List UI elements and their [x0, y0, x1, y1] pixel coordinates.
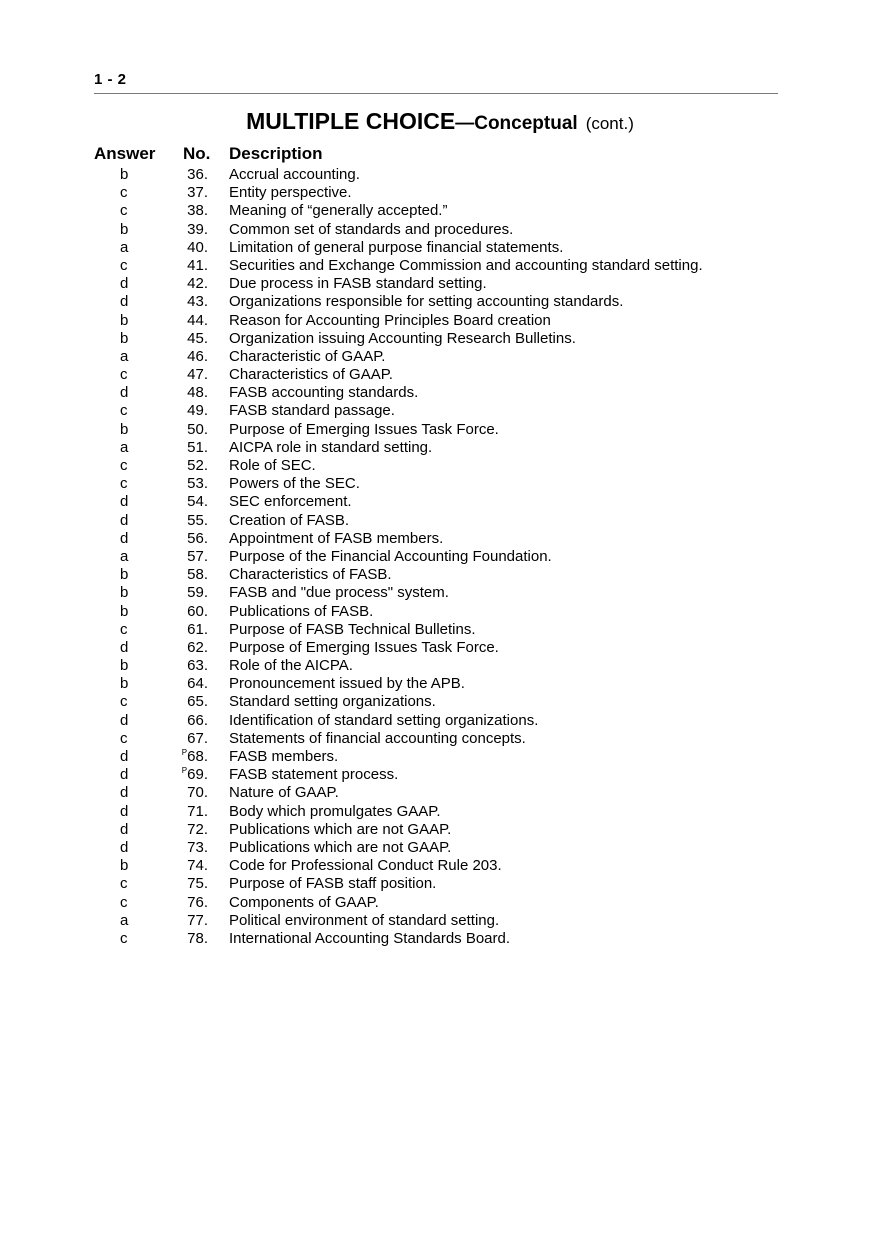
- question-number: 41.: [187, 256, 208, 274]
- number-cell: [160, 875, 208, 893]
- question-number: 62.: [187, 638, 208, 656]
- description-cell: FASB standard passage.: [229, 402, 395, 420]
- number-cell: [160, 693, 208, 711]
- number-cell: [160, 366, 208, 384]
- title-continued: (cont.): [585, 114, 634, 133]
- description-cell: Role of the AICPA.: [229, 657, 353, 675]
- question-row: [0, 639, 880, 657]
- question-number: 58.: [187, 566, 208, 584]
- answer-cell: b: [120, 857, 129, 875]
- description-cell: Purpose of Emerging Issues Task Force.: [229, 420, 499, 438]
- number-cell: [160, 839, 208, 857]
- number-cell: [160, 166, 208, 184]
- number-cell: [160, 584, 208, 602]
- answer-cell: b: [120, 675, 129, 693]
- question-row: [0, 257, 880, 275]
- description-cell: Meaning of “generally accepted.”: [229, 202, 448, 220]
- question-row: [0, 693, 880, 711]
- question-row: [0, 184, 880, 202]
- question-row: [0, 312, 880, 330]
- answer-cell: b: [120, 584, 129, 602]
- question-row: [0, 875, 880, 893]
- number-cell: [160, 257, 208, 275]
- column-header-answer: Answer: [94, 144, 156, 163]
- question-row: [0, 748, 880, 766]
- description-cell: Code for Professional Conduct Rule 203.: [229, 857, 502, 875]
- number-cell: [160, 348, 208, 366]
- question-number: 48.: [187, 384, 208, 402]
- number-cell: [160, 566, 208, 584]
- number-cell: [160, 475, 208, 493]
- answer-cell: b: [120, 602, 129, 620]
- description-cell: Entity perspective.: [229, 184, 352, 202]
- question-row: [0, 512, 880, 530]
- description-cell: Characteristics of FASB.: [229, 566, 392, 584]
- answer-cell: d: [120, 275, 129, 293]
- question-row: [0, 384, 880, 402]
- page-number: 1 - 2: [94, 71, 127, 88]
- answer-cell: a: [120, 438, 129, 456]
- question-number: 49.: [187, 402, 208, 420]
- answer-cell: c: [120, 620, 128, 638]
- number-cell: [160, 639, 208, 657]
- description-cell: Identification of standard setting organizations.: [229, 711, 539, 729]
- description-cell: Pronouncement issued by the APB.: [229, 675, 465, 693]
- question-number: 59.: [187, 584, 208, 602]
- title-sub: —Conceptual: [455, 113, 578, 134]
- question-row: [0, 857, 880, 875]
- question-number: 78.: [187, 929, 208, 947]
- answer-cell: c: [120, 457, 128, 474]
- answer-cell: b: [120, 166, 129, 183]
- question-row: [0, 821, 880, 839]
- description-cell: Reason for Accounting Principles Board creation: [229, 311, 551, 329]
- question-row: [0, 239, 880, 257]
- number-cell: [160, 784, 208, 802]
- number-cell: [160, 202, 208, 220]
- answer-cell: b: [120, 311, 129, 329]
- number-cell: [160, 457, 208, 475]
- number-cell: [160, 657, 208, 675]
- answer-cell: c: [120, 256, 128, 274]
- question-row: [0, 421, 880, 439]
- answer-cell: c: [120, 729, 128, 747]
- question-row: [0, 584, 880, 602]
- answer-cell: b: [120, 657, 129, 675]
- question-number: 55.: [187, 511, 208, 529]
- number-cell: [160, 293, 208, 311]
- description-cell: FASB and "due process" system.: [229, 584, 449, 602]
- question-number: 57.: [187, 547, 208, 565]
- question-number: 77.: [187, 911, 208, 929]
- answer-cell: a: [120, 547, 129, 565]
- question-number: 71.: [187, 802, 208, 820]
- question-row: [0, 457, 880, 475]
- answer-cell: a: [120, 347, 129, 365]
- question-number: 65.: [187, 693, 208, 711]
- number-cell: [160, 548, 208, 566]
- answer-cell: d: [120, 820, 129, 838]
- answer-cell: d: [120, 711, 129, 729]
- question-number: 46.: [187, 347, 208, 365]
- question-row: [0, 566, 880, 584]
- question-row: [0, 730, 880, 748]
- number-cell: [160, 221, 208, 239]
- answer-cell: d: [120, 529, 129, 547]
- question-row: [0, 930, 880, 948]
- answer-cell: d: [120, 493, 129, 511]
- description-cell: Characteristic of GAAP.: [229, 347, 386, 365]
- number-cell: [160, 821, 208, 839]
- question-number: 40.: [187, 238, 208, 256]
- question-row: [0, 621, 880, 639]
- question-row: [0, 784, 880, 802]
- description-cell: Purpose of Emerging Issues Task Force.: [229, 638, 499, 656]
- number-cell: [160, 857, 208, 875]
- description-cell: Purpose of FASB Technical Bulletins.: [229, 620, 476, 638]
- number-cell: [160, 621, 208, 639]
- description-cell: Purpose of the Financial Accounting Foundation.: [229, 547, 552, 565]
- question-number: 75.: [187, 875, 208, 893]
- description-cell: Purpose of FASB staff position.: [229, 875, 437, 893]
- number-cell: [160, 603, 208, 621]
- question-row: [0, 402, 880, 420]
- question-row: [0, 657, 880, 675]
- question-number: 36.: [187, 166, 208, 183]
- answer-cell: d: [120, 838, 129, 856]
- question-number: 52.: [187, 457, 208, 474]
- question-number: 70.: [187, 784, 208, 802]
- answer-cell: a: [120, 911, 129, 929]
- number-cell: [160, 330, 208, 348]
- question-number: 51.: [187, 438, 208, 456]
- question-number: 66.: [187, 711, 208, 729]
- description-cell: FASB members.: [229, 748, 339, 765]
- question-number: 61.: [187, 620, 208, 638]
- answer-cell: b: [120, 329, 129, 347]
- answer-cell: c: [120, 893, 128, 911]
- question-row: [0, 330, 880, 348]
- number-cell: [160, 512, 208, 530]
- problem-marker: P: [181, 766, 188, 776]
- question-row: [0, 766, 880, 784]
- description-cell: Due process in FASB standard setting.: [229, 275, 487, 293]
- answer-cell: c: [120, 693, 128, 711]
- question-number: 63.: [187, 657, 208, 675]
- description-cell: Publications which are not GAAP.: [229, 838, 452, 856]
- description-cell: Standard setting organizations.: [229, 693, 436, 711]
- description-cell: Organization issuing Accounting Research Bulletins.: [229, 329, 576, 347]
- number-cell: [160, 712, 208, 730]
- question-row: [0, 675, 880, 693]
- number-cell: [160, 675, 208, 693]
- description-cell: Characteristics of GAAP.: [229, 366, 393, 384]
- description-cell: Statements of financial accounting concepts.: [229, 729, 526, 747]
- question-number: 44.: [187, 311, 208, 329]
- number-cell: [160, 930, 208, 948]
- answer-cell: a: [120, 238, 129, 256]
- question-row: [0, 475, 880, 493]
- number-cell: [160, 803, 208, 821]
- question-row: [0, 275, 880, 293]
- answer-cell: c: [120, 366, 128, 384]
- description-cell: Creation of FASB.: [229, 511, 350, 529]
- answer-cell: b: [120, 420, 129, 438]
- number-cell: [160, 184, 208, 202]
- number-cell: [160, 766, 208, 784]
- description-cell: FASB accounting standards.: [229, 384, 419, 402]
- number-cell: [160, 312, 208, 330]
- description-cell: SEC enforcement.: [229, 493, 352, 511]
- question-number: 45.: [187, 329, 208, 347]
- question-number: 53.: [187, 475, 208, 493]
- description-cell: Powers of the SEC.: [229, 475, 360, 493]
- description-cell: Organizations responsible for setting accounting standards.: [229, 293, 624, 311]
- question-row: [0, 712, 880, 730]
- question-list: [0, 166, 880, 948]
- description-cell: Accrual accounting.: [229, 166, 360, 183]
- description-cell: Securities and Exchange Commission and accounting standard setting.: [229, 256, 703, 274]
- answer-cell: c: [120, 875, 128, 893]
- number-cell: [160, 384, 208, 402]
- question-row: [0, 603, 880, 621]
- number-cell: [160, 730, 208, 748]
- column-header-description: Description: [229, 144, 323, 163]
- question-number: 54.: [187, 493, 208, 511]
- question-row: [0, 348, 880, 366]
- answer-cell: d: [120, 802, 129, 820]
- question-number: 42.: [187, 275, 208, 293]
- question-row: [0, 166, 880, 184]
- answer-cell: d: [120, 784, 129, 802]
- number-cell: [160, 275, 208, 293]
- question-row: [0, 366, 880, 384]
- question-row: [0, 803, 880, 821]
- number-cell: [160, 239, 208, 257]
- description-cell: Limitation of general purpose financial statements.: [229, 238, 564, 256]
- question-number: 67.: [187, 729, 208, 747]
- question-number: 47.: [187, 366, 208, 384]
- answer-cell: c: [120, 475, 128, 493]
- description-cell: Nature of GAAP.: [229, 784, 339, 802]
- question-number: 74.: [187, 857, 208, 875]
- question-row: [0, 912, 880, 930]
- answer-cell: d: [120, 766, 129, 784]
- question-number: 39.: [187, 220, 208, 238]
- answer-cell: c: [120, 202, 128, 220]
- question-number: 73.: [187, 838, 208, 856]
- question-number: 68.: [187, 748, 208, 765]
- number-cell: [160, 439, 208, 457]
- answer-cell: d: [120, 511, 129, 529]
- question-row: [0, 894, 880, 912]
- question-number: 43.: [187, 293, 208, 311]
- question-number: 72.: [187, 820, 208, 838]
- description-cell: Publications of FASB.: [229, 602, 374, 620]
- question-row: [0, 202, 880, 220]
- answer-cell: d: [120, 748, 129, 765]
- description-cell: International Accounting Standards Board.: [229, 929, 511, 947]
- question-row: [0, 548, 880, 566]
- number-cell: [160, 894, 208, 912]
- question-number: 38.: [187, 202, 208, 220]
- number-cell: [160, 530, 208, 548]
- question-number: 69.: [187, 766, 208, 784]
- answer-cell: c: [120, 184, 128, 202]
- title-main: MULTIPLE CHOICE: [246, 108, 456, 134]
- number-cell: [160, 402, 208, 420]
- description-cell: FASB statement process.: [229, 766, 399, 784]
- question-number: 64.: [187, 675, 208, 693]
- description-cell: Body which promulgates GAAP.: [229, 802, 441, 820]
- answer-cell: b: [120, 220, 129, 238]
- answer-cell: c: [120, 402, 128, 420]
- question-row: [0, 530, 880, 548]
- question-row: [0, 439, 880, 457]
- answer-cell: d: [120, 638, 129, 656]
- description-cell: Publications which are not GAAP.: [229, 820, 452, 838]
- question-row: [0, 221, 880, 239]
- number-cell: [160, 421, 208, 439]
- number-cell: [160, 912, 208, 930]
- question-row: [0, 293, 880, 311]
- number-cell: [160, 748, 208, 766]
- page-title: [0, 108, 880, 135]
- description-cell: Appointment of FASB members.: [229, 529, 444, 547]
- question-number: 50.: [187, 420, 208, 438]
- description-cell: Common set of standards and procedures.: [229, 220, 514, 238]
- number-cell: [160, 493, 208, 511]
- question-row: [0, 839, 880, 857]
- question-number: 76.: [187, 893, 208, 911]
- answer-cell: c: [120, 929, 128, 947]
- answer-cell: d: [120, 384, 129, 402]
- description-cell: Role of SEC.: [229, 457, 316, 474]
- problem-marker: P: [181, 748, 188, 757]
- description-cell: Components of GAAP.: [229, 893, 379, 911]
- answer-cell: b: [120, 566, 129, 584]
- question-number: 56.: [187, 529, 208, 547]
- column-header-number: No.: [183, 144, 211, 163]
- question-number: 37.: [187, 184, 208, 202]
- answer-cell: d: [120, 293, 129, 311]
- question-number: 60.: [187, 602, 208, 620]
- description-cell: AICPA role in standard setting.: [229, 438, 433, 456]
- header-rule: [94, 93, 778, 94]
- question-row: [0, 493, 880, 511]
- description-cell: Political environment of standard setting.: [229, 911, 500, 929]
